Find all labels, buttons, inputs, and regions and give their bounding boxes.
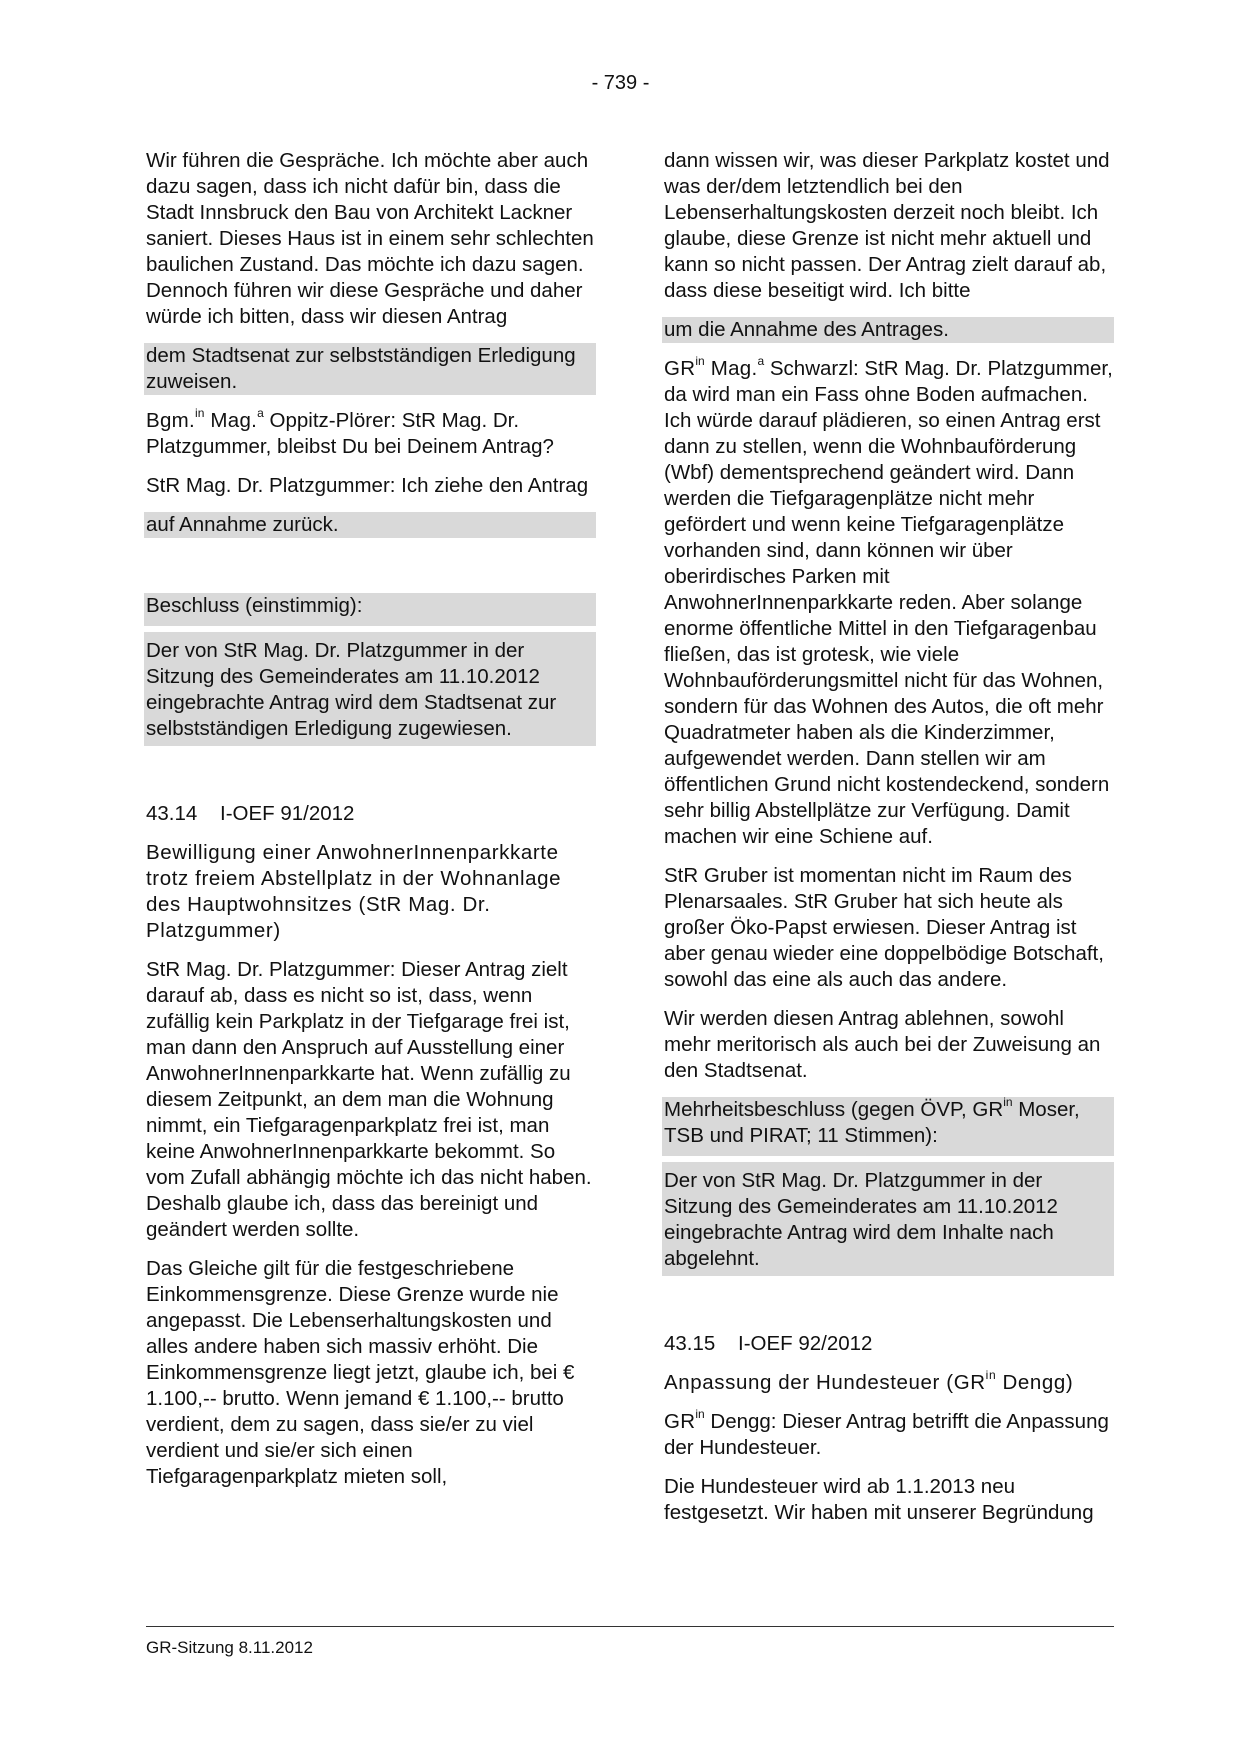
speaker-paragraph bbox=[664, 356, 1114, 850]
resolution-text: Der von StR Mag. Dr. Platzgummer in der Sitzung des Gemeinderates am 11.10.2012 eingebrachte Antrag wird dem Stadtsenat zur selbstständigen Erledigung zugewiesen. bbox=[146, 639, 557, 740]
superscript: a bbox=[257, 406, 264, 421]
paragraph: Die Hundesteuer wird ab 1.1.2013 neu festgesetzt. Wir haben mit unserer Begründung bbox=[664, 1475, 1094, 1524]
superscript: in bbox=[695, 354, 705, 369]
speaker-text: Dengg: Dieser Antrag betrifft die Anpassung der Hundesteuer. bbox=[664, 1410, 1109, 1459]
superscript: in bbox=[1003, 1095, 1013, 1110]
paragraph: Das Gleiche gilt für die festgeschriebene Einkommensgrenze. Diese Grenze wurde nie angepasst. Die Lebenserhaltungskosten und alles andere haben sich massiv erhöht. Die Einkommensgrenze liegt jetzt, glaube ich, bei € 1.100,-- brutto. Wenn jemand € 1.100,-- brutto verdient, dem zu sagen, dass sie/er zu viel verdient und sie/er sich einen Tiefgaragenparkplatz mieten soll, bbox=[146, 1257, 575, 1488]
speaker-text: GR bbox=[664, 1410, 696, 1433]
agenda-item-number: 43.15 bbox=[664, 1332, 716, 1355]
superscript: in bbox=[695, 1407, 705, 1422]
agenda-item-heading bbox=[146, 801, 596, 827]
speaker-text: Mag. bbox=[704, 357, 758, 380]
agenda-item-title bbox=[664, 1370, 1114, 1396]
resolution-title-text: Mehrheitsbeschluss (gegen ÖVP, GR bbox=[664, 1098, 1004, 1121]
agenda-item-number: 43.14 bbox=[146, 802, 198, 825]
speaker-text: Schwarzl: StR Mag. Dr. Platzgummer, da wird man ein Fass ohne Boden aufmachen. Ich würde darauf plädieren, so einen Antrag erst dann zu stellen, wenn die Wohnbauförderung (Wbf) dementsprechend geändert wird. Dann werden die Tiefgaragenplätze nicht mehr gefördert und wenn keine Tiefgaragenplätze vorhanden sind, dann können wir über oberirdisches Parken mit AnwohnerInnenparkkarte reden. Aber solange enorme öffentliche Mittel in den Tiefgaragenbau fließen, das ist grotesk, wie viele Wohnbauförderungsmittel nicht für das Wohnen, sondern für das Wohnen des Autos, die oft mehr Quadratmeter haben als die Kinderzimmer, aufgewendet werden. Dann stellen wir am öffentlichen Grund nicht kostendeckend, sondern sehr billig Abstellplätze zur Verfügung. Damit machen wir eine Schiene auf. bbox=[664, 357, 1113, 848]
agenda-item-code: I-OEF 91/2012 bbox=[220, 802, 355, 825]
highlighted-motion: dem Stadtsenat zur selbstständigen Erledigung zuweisen. bbox=[144, 343, 596, 395]
speaker-paragraph bbox=[146, 408, 596, 460]
superscript: in bbox=[195, 406, 205, 421]
speaker-paragraph bbox=[664, 1409, 1114, 1461]
page-number: - 739 - bbox=[591, 72, 650, 94]
highlighted-motion: um die Annahme des Antrages. bbox=[662, 317, 1114, 343]
speaker-text: Bgm. bbox=[146, 409, 196, 432]
resolution-title-text: Moser, TSB und PIRAT; 11 Stimmen): bbox=[664, 1098, 1080, 1147]
paragraph: dann wissen wir, was dieser Parkplatz kostet und was der/dem letztendlich bei den Lebenserhaltungskosten derzeit noch bleibt. Ich glaube, diese Grenze ist nicht mehr aktuell und kann so nicht passen. Der Antrag zielt darauf ab, dass diese beseitigt wird. Ich bitte bbox=[664, 149, 1110, 302]
agenda-item-title-text: Anpassung der Hundesteuer (GR bbox=[664, 1371, 986, 1394]
superscript: a bbox=[757, 354, 765, 369]
speaker-paragraph: StR Mag. Dr. Platzgummer: Dieser Antrag zielt darauf ab, dass es nicht so ist, dass, wenn zufällig kein Parkplatz in der Tiefgarage frei ist, man dann den Anspruch auf Ausstellung einer AnwohnerInnenparkkarte hat. Wenn zufällig zu diesem Zeitpunkt, an dem man die Wohnung nimmt, ein Tiefgaragenparkplatz frei ist, man keine AnwohnerInnenparkkarte bekommt. So vom Zufall abhängig möchte ich das nicht haben. Deshalb glaube ich, dass das bereinigt und geändert werden sollte. bbox=[146, 958, 592, 1241]
resolution-title: Beschluss (einstimmig): bbox=[146, 594, 363, 617]
resolution-title bbox=[664, 1097, 1110, 1156]
highlighted-motion: auf Annahme zurück. bbox=[144, 512, 596, 538]
superscript: in bbox=[985, 1368, 997, 1383]
paragraph: Wir werden diesen Antrag ablehnen, sowohl mehr meritorisch als auch bei der Zuweisung an den Stadtsenat. bbox=[664, 1007, 1101, 1082]
speaker-paragraph: StR Mag. Dr. Platzgummer: Ich ziehe den Antrag bbox=[146, 474, 589, 497]
footer-divider bbox=[146, 1626, 1114, 1627]
resolution-text: Der von StR Mag. Dr. Platzgummer in der Sitzung des Gemeinderates am 11.10.2012 eingebrachte Antrag wird dem Inhalte nach abgelehnt. bbox=[664, 1169, 1058, 1270]
speaker-text: GR bbox=[664, 357, 696, 380]
agenda-item-title-text: Dengg) bbox=[996, 1371, 1074, 1394]
agenda-item-code: I-OEF 92/2012 bbox=[738, 1332, 873, 1355]
agenda-item-title: Bewilligung einer AnwohnerInnenparkkarte trotz freiem Abstellplatz in der Wohnanlage des Hauptwohnsitzes (StR Mag. Dr. Platzgummer) bbox=[146, 841, 562, 942]
resolution-box bbox=[144, 593, 596, 746]
resolution-box bbox=[662, 1097, 1114, 1276]
footer-text: GR-Sitzung 8.11.2012 bbox=[146, 1638, 313, 1657]
left-column bbox=[146, 148, 596, 1503]
right-column bbox=[664, 148, 1114, 1539]
paragraph: Wir führen die Gespräche. Ich möchte aber auch dazu sagen, dass ich nicht dafür bin, dass die Stadt Innsbruck den Bau von Architekt Lackner saniert. Dieses Haus ist in einem sehr schlechten baulichen Zustand. Das möchte ich dazu sagen. Dennoch führen wir diese Gespräche und daher würde ich bitten, dass wir diesen Antrag bbox=[146, 149, 594, 328]
agenda-item-heading bbox=[664, 1331, 1114, 1357]
speaker-text: Oppitz-Plörer: StR Mag. Dr. Platzgummer, bleibst Du bei Deinem Antrag? bbox=[146, 409, 554, 458]
speaker-text: Mag. bbox=[204, 409, 258, 432]
paragraph: StR Gruber ist momentan nicht im Raum des Plenarsaales. StR Gruber hat sich heute als großer Öko-Papst erwiesen. Dieser Antrag ist aber genau wieder eine doppelbödige Botschaft, sowohl das eine als auch das andere. bbox=[664, 864, 1104, 991]
